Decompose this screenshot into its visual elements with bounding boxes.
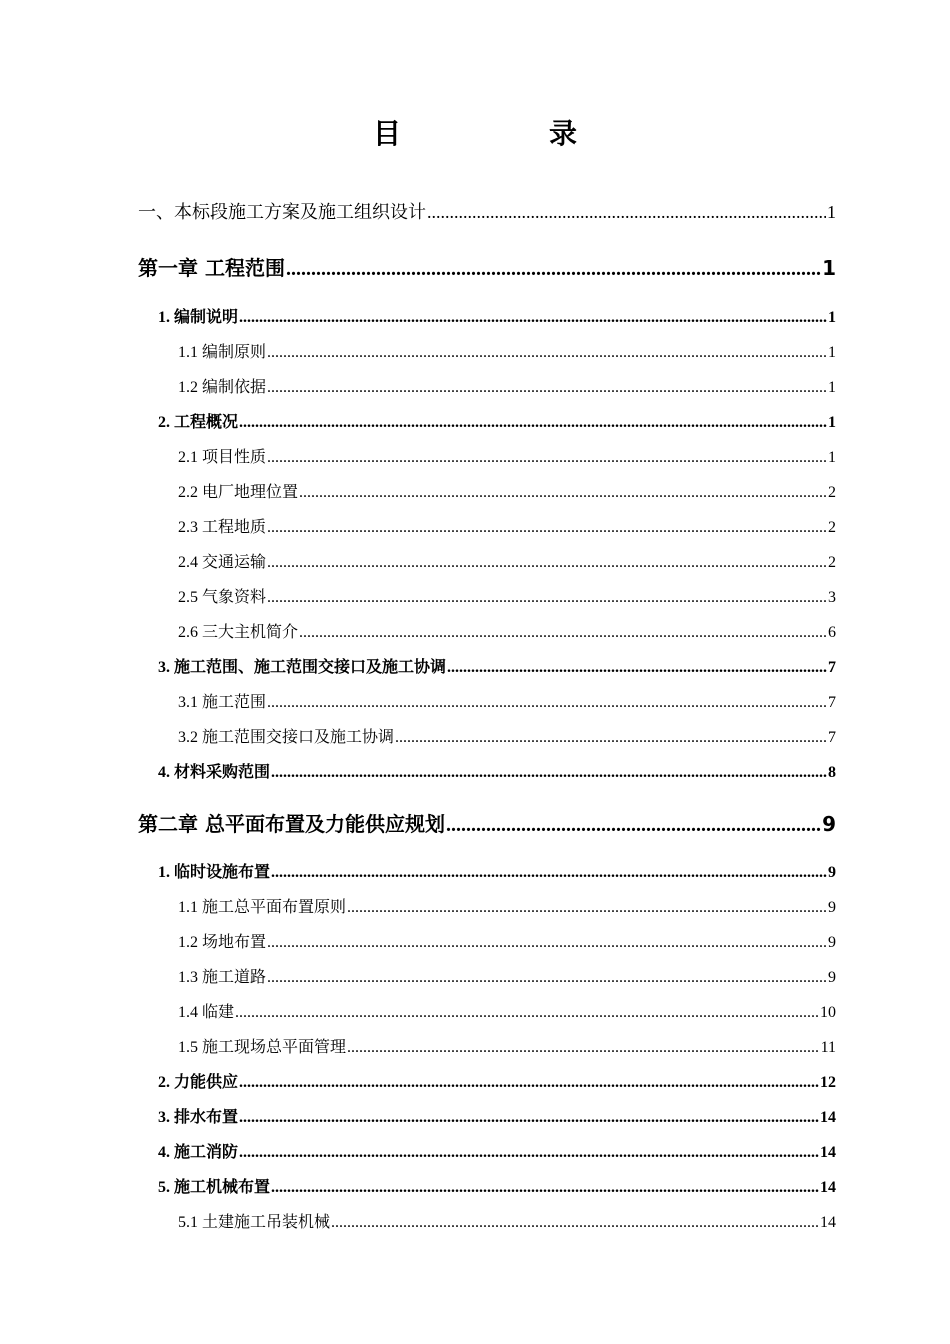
toc-dot-leader xyxy=(239,1109,819,1127)
toc-entry-page: 14 xyxy=(820,1144,836,1161)
toc-dot-leader xyxy=(267,589,827,607)
toc-entry[interactable] xyxy=(138,198,836,224)
toc-dot-leader xyxy=(239,309,827,327)
toc-entry-label: 1.3 施工道路 xyxy=(178,969,267,986)
toc-entry-page: 1 xyxy=(828,414,836,431)
toc-dot-leader xyxy=(271,864,827,882)
toc-dot-leader xyxy=(271,764,827,782)
toc-entry-page: 1 xyxy=(828,449,836,466)
toc-dot-leader xyxy=(267,554,827,572)
toc-entry[interactable] xyxy=(158,654,836,677)
toc-entry-page: 8 xyxy=(828,764,836,781)
toc-entry[interactable] xyxy=(178,1209,836,1232)
toc-entry-label: 3.1 施工范围 xyxy=(178,694,267,711)
toc-entry[interactable] xyxy=(178,1034,836,1057)
toc-dot-leader xyxy=(271,1179,819,1197)
toc-dot-leader xyxy=(239,414,827,432)
toc-entry[interactable] xyxy=(158,304,836,327)
toc-entry-label: 5.1 土建施工吊装机械 xyxy=(178,1214,331,1231)
toc-dot-leader xyxy=(239,1074,819,1092)
toc-entry-label: 1. 临时设施布置 xyxy=(158,864,271,881)
toc-dot-leader xyxy=(239,1144,819,1162)
toc-entry[interactable] xyxy=(178,374,836,397)
page-title: 目 录 xyxy=(372,117,637,150)
toc-dot-leader xyxy=(267,519,827,537)
toc-entry-page: 7 xyxy=(828,659,836,676)
toc-entry[interactable] xyxy=(138,252,836,281)
toc-entry-page: 14 xyxy=(820,1109,836,1126)
toc-entry-page: 10 xyxy=(820,1004,836,1021)
toc-entry[interactable] xyxy=(158,1104,836,1127)
toc-dot-leader xyxy=(427,202,826,223)
toc-entry-label: 3. 施工范围、施工范围交接口及施工协调 xyxy=(158,659,447,676)
toc-entry-page: 11 xyxy=(820,1039,836,1056)
toc-entry-label: 2.3 工程地质 xyxy=(178,519,267,536)
toc-entry[interactable] xyxy=(158,1174,836,1197)
toc-entry-label: 1. 编制说明 xyxy=(158,309,239,326)
toc-dot-leader xyxy=(267,694,827,712)
toc-entry[interactable] xyxy=(178,724,836,747)
toc-dot-leader xyxy=(331,1214,819,1232)
toc-entry-label: 2. 工程概况 xyxy=(158,414,239,431)
toc-entry-page: 1 xyxy=(827,202,836,222)
toc-entry[interactable] xyxy=(178,964,836,987)
toc-dot-leader xyxy=(347,899,827,917)
toc-entry[interactable] xyxy=(178,584,836,607)
toc-entry-page: 14 xyxy=(820,1214,836,1231)
toc-entry[interactable] xyxy=(178,444,836,467)
toc-entry-label: 5. 施工机械布置 xyxy=(158,1179,271,1196)
toc-dot-leader xyxy=(395,729,827,747)
toc-dot-leader xyxy=(267,449,827,467)
toc-entry[interactable] xyxy=(178,999,836,1022)
toc-dot-leader xyxy=(267,344,827,362)
toc-entry[interactable] xyxy=(178,339,836,362)
toc-entry[interactable] xyxy=(158,859,836,882)
toc-entry-page: 1 xyxy=(828,344,836,361)
toc-entry-page: 1 xyxy=(828,379,836,396)
toc-entry[interactable] xyxy=(178,689,836,712)
toc-entry-label: 2.5 气象资料 xyxy=(178,589,267,606)
toc-entry-label: 3. 排水布置 xyxy=(158,1109,239,1126)
toc-entry-label: 2.1 项目性质 xyxy=(178,449,267,466)
toc-dot-leader xyxy=(299,484,827,502)
toc-entry-page: 9 xyxy=(822,812,836,836)
toc-entry-page: 9 xyxy=(828,969,836,986)
toc-entry-label: 1.5 施工现场总平面管理 xyxy=(178,1039,347,1056)
toc-entry[interactable] xyxy=(178,894,836,917)
toc-entry-label: 4. 材料采购范围 xyxy=(158,764,271,781)
toc-entry[interactable] xyxy=(158,1139,836,1162)
toc-entry-label: 1.4 临建 xyxy=(178,1004,235,1021)
toc-entry-page: 3 xyxy=(828,589,836,606)
toc-entry-page: 1 xyxy=(822,256,836,280)
toc-entry-label: 1.2 场地布置 xyxy=(178,934,267,951)
toc-entry[interactable] xyxy=(158,409,836,432)
toc-entry-label: 3.2 施工范围交接口及施工协调 xyxy=(178,729,395,746)
toc-entry[interactable] xyxy=(178,619,836,642)
toc-entry-label: 2.2 电厂地理位置 xyxy=(178,484,299,501)
toc-entry-page: 7 xyxy=(828,729,836,746)
toc-entry-label: 2. 力能供应 xyxy=(158,1074,239,1091)
toc-entry-label: 第一章 工程范围 xyxy=(138,256,285,280)
toc-entry-label: 2.4 交通运输 xyxy=(178,554,267,571)
toc-entry-page: 7 xyxy=(828,694,836,711)
toc-entry[interactable] xyxy=(138,808,836,837)
toc-dot-leader xyxy=(347,1039,820,1057)
toc-entry-page: 9 xyxy=(828,934,836,951)
toc-dot-leader xyxy=(267,969,827,987)
toc-entry-page: 9 xyxy=(828,899,836,916)
toc-dot-leader xyxy=(446,812,821,837)
toc-entry[interactable] xyxy=(178,929,836,952)
toc-entry-page: 12 xyxy=(820,1074,836,1091)
toc-entry[interactable] xyxy=(158,1069,836,1092)
toc-entry-page: 6 xyxy=(828,624,836,641)
toc-entry[interactable] xyxy=(158,759,836,782)
toc-dot-leader xyxy=(299,624,827,642)
toc-entry[interactable] xyxy=(178,514,836,537)
toc-entry-label: 1.1 编制原则 xyxy=(178,344,267,361)
toc-entry-page: 9 xyxy=(828,864,836,881)
toc-dot-leader xyxy=(267,934,827,952)
toc-dot-leader xyxy=(286,256,821,281)
toc-entry-page: 2 xyxy=(828,484,836,501)
toc-entry-page: 2 xyxy=(828,519,836,536)
toc-entry-label: 1.2 编制依据 xyxy=(178,379,267,396)
toc-entry-label: 4. 施工消防 xyxy=(158,1144,239,1161)
toc-entry-page: 1 xyxy=(828,309,836,326)
toc-entry[interactable] xyxy=(178,549,836,572)
toc-dot-leader xyxy=(267,379,827,397)
toc-entry-label: 1.1 施工总平面布置原则 xyxy=(178,899,347,916)
toc-entry-label: 一、本标段施工方案及施工组织设计 xyxy=(138,202,426,222)
toc-entry-page: 2 xyxy=(828,554,836,571)
toc-dot-leader xyxy=(447,659,827,677)
toc-entry-label: 第二章 总平面布置及力能供应规划 xyxy=(138,812,445,836)
toc-entry[interactable] xyxy=(178,479,836,502)
toc-dot-leader xyxy=(235,1004,819,1022)
toc-entry-label: 2.6 三大主机简介 xyxy=(178,624,299,641)
toc-entry-page: 14 xyxy=(820,1179,836,1196)
